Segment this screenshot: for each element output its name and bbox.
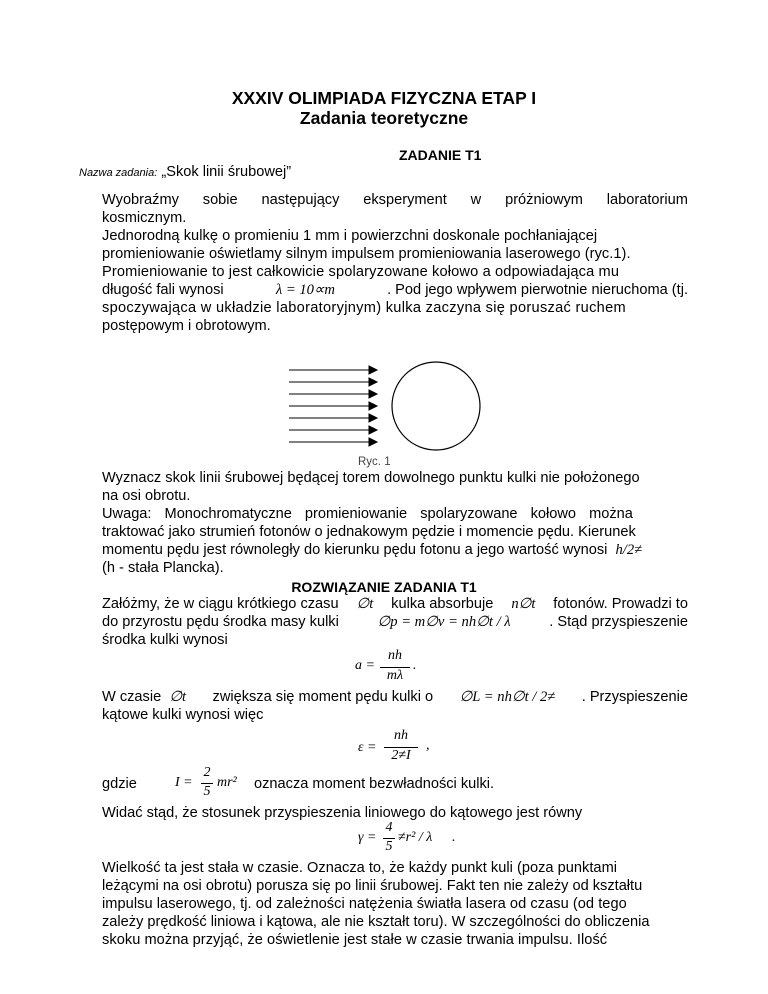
eq-numerator: nh — [388, 648, 402, 663]
word: następujący — [261, 192, 340, 208]
paragraph-line: leżącymi na osi obrotu) porusza się po linii śrubowej. Fakt ten nie zależy od kształtu — [102, 878, 643, 894]
paragraph-line: Uwaga: Monochromatyczne promieniowanie spolaryzowane kołowo można — [102, 506, 633, 522]
task-name-value: „Skok linii śrubowej” — [161, 164, 292, 180]
paragraph-line: traktować jako strumień fotonów o jednakowym pędzie i momencie pędu. Kierunek — [102, 524, 636, 540]
paragraph-line: Wielkość ta jest stała w czasie. Oznacza to, że każdy punkt kuli (poza punktami — [102, 860, 618, 876]
formula-momentum: ∅p = m∅v = nh∅t / λ — [377, 614, 511, 630]
paragraph-line: kosmicznym. — [102, 210, 187, 226]
solution-heading: ROZWIĄZANIE ZADANIA T1 — [291, 579, 477, 595]
eq-denominator: 5 — [385, 839, 393, 854]
text-span: do przyrostu pędu środka masy kulki — [102, 614, 339, 630]
paragraph-line: na osi obrotu. — [102, 488, 191, 504]
paragraph-line: Wyznacz skok linii śrubowej będącej torem dowolnego punktu kulki nie położonego — [102, 470, 640, 486]
word: próżniowym — [505, 192, 583, 208]
formula-h-over-2pi: h/2≠ — [615, 542, 643, 558]
paragraph-line: spoczywająca w układzie laboratoryjnym) kulka zaczyna się poruszać ruchem — [102, 300, 626, 316]
paragraph-line — [102, 688, 688, 706]
paragraph-line: Widać stąd, że stosunek przyspieszenia liniowego do kątowego jest równy — [102, 805, 583, 821]
eq-lhs: a = — [355, 658, 375, 673]
eq-end: , — [426, 738, 430, 753]
text-span: fotonów. Prowadzi to — [553, 596, 688, 612]
text-span: długość fali wynosi — [102, 282, 224, 298]
text-span: Załóżmy, że w ciągu krótkiego czasu — [102, 596, 339, 612]
document-title: XXXIV OLIMPIADA FIZYCZNA ETAP I — [231, 88, 537, 108]
paragraph-line: kątowe kulki wynosi więc — [102, 707, 264, 723]
eq-denominator: 2≠I — [391, 748, 411, 763]
eq-rest: ≠r² / λ — [398, 830, 433, 845]
paragraph-line — [102, 595, 688, 613]
text-span: W czasie — [102, 689, 162, 705]
eq-lhs: γ = — [358, 830, 377, 845]
figure-1 — [285, 360, 485, 452]
text-span: gdzie — [102, 776, 137, 792]
paragraph-line: środka kulki wynosi — [102, 632, 228, 648]
task-name-line — [79, 163, 291, 182]
paragraph-line — [102, 281, 688, 299]
word: w — [470, 192, 482, 208]
formula-angular-momentum: ∅L = nh∅t / 2≠ — [459, 689, 556, 705]
paragraph-line: impulsu laserowego, tj. od zależności natężenia światła lasera od czasu (od tego — [102, 896, 627, 912]
eq-denominator: 5 — [203, 784, 211, 799]
eq-end: . — [452, 830, 456, 845]
eq-numerator: nh — [394, 728, 408, 743]
paragraph-line — [102, 613, 688, 631]
paragraph-line: (h - stała Plancka). — [102, 560, 224, 576]
formula-dt: ∅t — [169, 689, 187, 705]
eq-lhs: I = — [175, 775, 193, 790]
text-span: kulka absorbuje — [391, 596, 494, 612]
text-span: . Pod jego wpływem pierwotnie nieruchoma (tj. — [387, 282, 688, 298]
word: eksperyment — [363, 192, 447, 208]
laser-arrows — [289, 366, 377, 446]
task-heading: ZADANIE T1 — [399, 147, 482, 163]
eq-rest: mr² — [217, 775, 237, 790]
paragraph-line: Promieniowanie to jest całkowicie spolaryzowane kołowo a odpowiadająca mu — [102, 264, 620, 280]
figure-caption: Ryc. 1 — [358, 456, 391, 468]
eq-numerator: 4 — [385, 820, 393, 835]
paragraph-line: skoku można przyjąć, że oświetlenie jest stałe w czasie trwania impulsu. Ilość — [102, 932, 608, 948]
paragraph-line: Jednorodną kulkę o promieniu 1 mm i powierzchni doskonale pochłaniającej — [102, 228, 598, 244]
task-name-label: Nazwa zadania: — [79, 167, 158, 179]
eq-lhs: ε = — [358, 740, 377, 755]
text-span: . Stąd przyspieszenie — [549, 614, 688, 630]
paragraph-line: postępowym i obrotowym. — [102, 318, 271, 334]
paragraph-line: zależy prędkość liniowa i kątowa, ale nie kształt toru). W szczególności do obliczenia — [102, 914, 650, 930]
text-span: momentu pędu jest równoległy do kierunku pędu fotonu a jego wartość wynosi — [102, 542, 608, 558]
word: sobie — [202, 192, 238, 208]
eq-end: . — [413, 658, 417, 673]
formula-ndt: n∅t — [511, 596, 536, 612]
text-span: . Przyspieszenie — [581, 689, 688, 705]
paragraph-line: promieniowanie oświetlamy silnym impulsem promieniowania laserowego (ryc.1). — [102, 246, 631, 262]
paragraph-line — [102, 191, 688, 209]
paragraph-line — [102, 541, 642, 559]
word: Wyobraźmy — [102, 192, 179, 208]
eq-numerator: 2 — [203, 765, 211, 780]
text-span: zwiększa się moment pędu kulki o — [212, 689, 434, 705]
text-span: oznacza moment bezwładności kulki. — [254, 776, 495, 792]
eq-denominator: mλ — [386, 668, 404, 683]
formula-wavelength: λ = 10∝m — [275, 282, 335, 298]
formula-dt: ∅t — [356, 596, 374, 612]
ball-circle — [392, 362, 480, 450]
document-subtitle: Zadania teoretyczne — [299, 108, 469, 128]
word: laboratorium — [606, 192, 688, 208]
